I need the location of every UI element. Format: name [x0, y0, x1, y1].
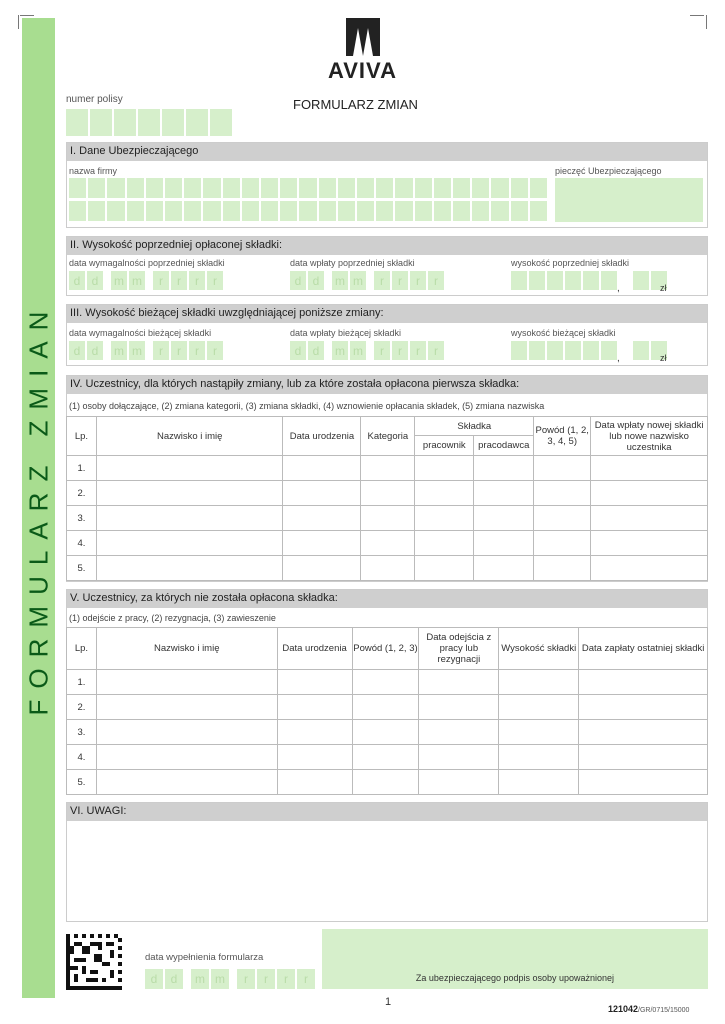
policy-number-label: numer polisy: [66, 94, 123, 105]
row-number: 4.: [67, 745, 97, 770]
col-reason: Powód (1, 2, 3, 4, 5): [534, 417, 591, 456]
table-row: [67, 720, 708, 745]
fill-date-label: data wypełnienia formularza: [145, 952, 264, 963]
table-row: [67, 745, 708, 770]
cur-amount-label: wysokość bieżącej składki: [511, 328, 616, 338]
table-row: [67, 770, 708, 795]
crop-mark: [18, 15, 19, 29]
table-row: [67, 531, 708, 556]
col-lp: Lp.: [67, 417, 97, 456]
section5-legend: (1) odejście z pracy, (2) rezygnacja, (3) zawieszenie: [69, 613, 276, 623]
table-row: [67, 506, 708, 531]
participants-changes-table: [66, 416, 708, 581]
policy-number-field[interactable]: [66, 109, 232, 136]
cur-amount-field[interactable]: [511, 341, 667, 360]
currency-label: zł: [660, 353, 667, 363]
crop-mark: [706, 15, 707, 29]
company-name-field[interactable]: [69, 178, 547, 221]
currency-label: zł: [660, 283, 667, 293]
stamp-label: pieczęć Ubezpieczającego: [555, 166, 662, 176]
col-new-date: Data wpłaty nowej składki lub nowe nazwisko uczestnika: [591, 417, 708, 456]
datamatrix-code-icon: [66, 934, 122, 990]
row-number: 1.: [67, 670, 97, 695]
section-title: II. Wysokość poprzedniej opłaconej składki:: [67, 237, 707, 255]
prev-due-date-field[interactable]: d d m m r r r r: [69, 271, 223, 290]
section-title: V. Uczestnicy, za których nie została opłacona składka:: [67, 590, 707, 608]
section-title: VI. UWAGI:: [67, 803, 707, 821]
col-category: Kategoria: [361, 417, 415, 456]
cur-due-date-field[interactable]: d d m m r r r r: [69, 341, 223, 360]
aviva-logo-icon: [344, 18, 382, 56]
row-number: 3.: [67, 720, 97, 745]
col-last-paid: Data zapłaty ostatniej składki: [579, 628, 708, 670]
prev-due-date-label: data wymagalności poprzedniej składki: [69, 258, 225, 268]
col-employee: pracownik: [415, 436, 474, 456]
col-employer: pracodawca: [474, 436, 534, 456]
col-premium: Składka: [415, 417, 534, 436]
row-number: 5.: [67, 770, 97, 795]
table-row: [67, 695, 708, 720]
participants-unpaid-table: [66, 627, 708, 795]
cur-paid-date-label: data wpłaty bieżącej składki: [290, 328, 402, 338]
form-code: 121042/GR/0715/15000: [608, 1004, 690, 1014]
col-name: Nazwisko i imię: [96, 628, 277, 670]
table-row: [67, 481, 708, 506]
row-number: 4.: [67, 531, 97, 556]
cur-paid-date-field[interactable]: d d m m r r r r: [290, 341, 444, 360]
row-number: 1.: [67, 456, 97, 481]
col-lp: Lp.: [67, 628, 97, 670]
logo-text: AVIVA: [328, 58, 397, 83]
table-row: [67, 670, 708, 695]
row-number: 5.: [67, 556, 97, 581]
section-title: IV. Uczestnicy, dla których nastąpiły zmiany, lub za które została opłacona pierwsza składka:: [67, 376, 707, 394]
prev-amount-label: wysokość poprzedniej składki: [511, 258, 630, 268]
cur-due-date-label: data wymagalności bieżącej składki: [69, 328, 212, 338]
row-number: 2.: [67, 695, 97, 720]
prev-amount-field[interactable]: [511, 271, 667, 290]
row-number: 2.: [67, 481, 97, 506]
form-title: FORMULARZ ZMIAN: [293, 97, 418, 112]
col-amount: Wysokość składki: [499, 628, 579, 670]
crop-mark: [20, 15, 34, 16]
section-title: III. Wysokość bieżącej składki uwzględniającej poniższe zmiany:: [67, 305, 707, 323]
row-number: 3.: [67, 506, 97, 531]
table-row: [67, 556, 708, 581]
decimal-comma: ,: [617, 283, 620, 294]
stamp-area[interactable]: [555, 178, 703, 222]
prev-paid-date-field[interactable]: d d m m r r r r: [290, 271, 444, 290]
col-name: Nazwisko i imię: [96, 417, 283, 456]
remarks-field[interactable]: [67, 821, 707, 921]
page-number: 1: [385, 996, 392, 1008]
signature-label: Za ubezpieczającego podpis osoby upoważnionej: [415, 973, 615, 983]
table-row: [67, 456, 708, 481]
section4-legend: (1) osoby dołączające, (2) zmiana kategorii, (3) zmiana składki, (4) wznowienie opłacania składek, (5) zmiana nazwiska: [69, 401, 545, 411]
section-title: I. Dane Ubezpieczającego: [67, 143, 707, 161]
decimal-comma: ,: [617, 353, 620, 364]
side-title: FORMULARZ ZMIAN: [23, 300, 53, 716]
company-name-label: nazwa firmy: [69, 166, 118, 176]
col-reason: Powód (1, 2, 3): [352, 628, 419, 670]
fill-date-field[interactable]: d d m m r r r r: [145, 969, 315, 989]
col-dob: Data urodzenia: [283, 417, 361, 456]
col-dob: Data urodzenia: [277, 628, 352, 670]
col-leave-date: Data odejścia z pracy lub rezygnacji: [419, 628, 499, 670]
prev-paid-date-label: data wpłaty poprzedniej składki: [290, 258, 415, 268]
crop-mark: [690, 15, 704, 16]
